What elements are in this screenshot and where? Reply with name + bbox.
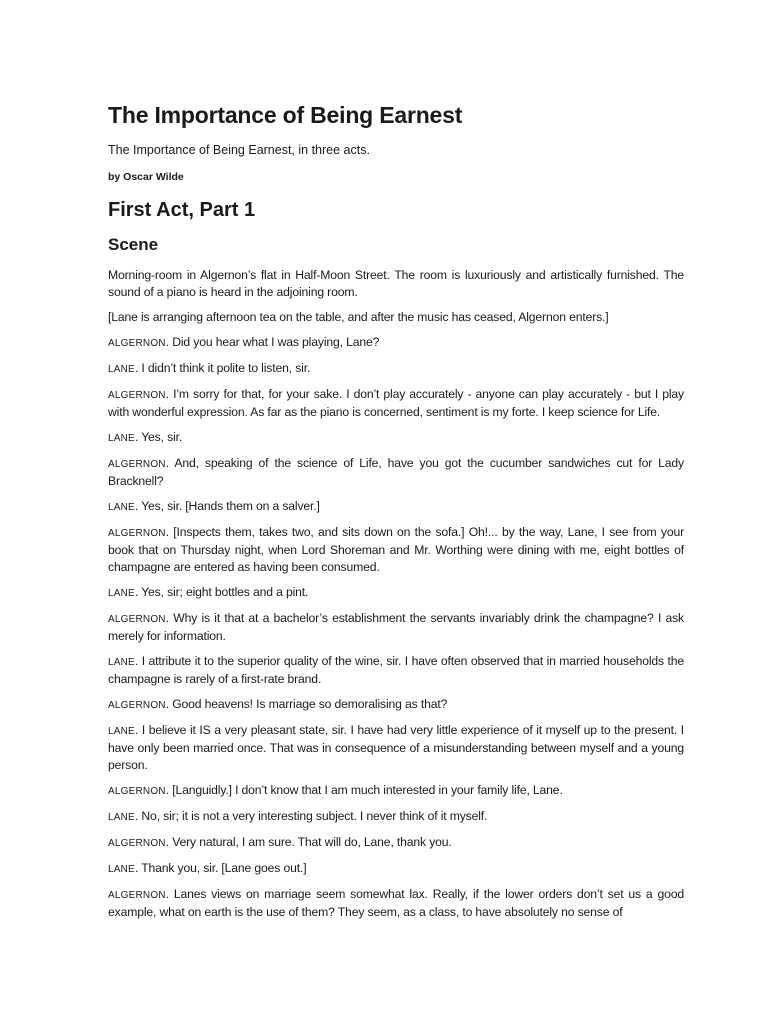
dialogue-paragraph <box>108 782 684 800</box>
speaker-name: LANE <box>108 433 135 444</box>
dialogue-paragraph <box>108 498 684 516</box>
paragraph-text: . I’m sorry for that, for your sake. I don’t play accurately - anyone can play accurately - but I play with wonderful expression. As far as the piano is concerned, sentiment is my forte. I keep science for Life. <box>108 387 684 419</box>
paragraph-text: [Lane is arranging afternoon tea on the table, and after the music has ceased, Algernon enters.] <box>108 310 609 324</box>
dialogue-paragraph <box>108 334 684 352</box>
speaker-name: ALGERNON <box>108 390 166 401</box>
paragraph-text: . No, sir; it is not a very interesting subject. I never think of it myself. <box>134 809 488 823</box>
act-heading: First Act, Part 1 <box>108 199 256 221</box>
paragraph-text: . [Inspects them, takes two, and sits down on the sofa.] Oh!... by the way, Lane, I see from your book that on Thursday night, when Lord Shoreman and Mr. Worthing were dining with me, eight bottles of champagne are entered as having been consumed. <box>108 525 684 574</box>
dialogue-paragraph <box>108 360 684 378</box>
speaker-name: LANE <box>108 588 135 599</box>
dialogue-paragraph <box>108 722 684 774</box>
dialogue-paragraph <box>108 696 684 714</box>
speaker-name: ALGERNON <box>108 838 166 849</box>
dialogue-paragraph <box>108 886 684 921</box>
speaker-name: LANE <box>108 864 135 875</box>
document-title: The Importance of Being Earnest <box>108 102 463 128</box>
stage-direction-paragraph <box>108 267 684 301</box>
paragraph-text: . [Languidly.] I don’t know that I am much interested in your family life, Lane. <box>165 783 563 797</box>
paragraph-text: . Yes, sir. [Hands them on a salver.] <box>134 499 320 513</box>
speaker-name: LANE <box>108 502 135 513</box>
paragraph-text: . Very natural, I am sure. That will do, Lane, thank you. <box>165 835 452 849</box>
speaker-name: LANE <box>108 726 135 737</box>
speaker-name: LANE <box>108 364 135 375</box>
speaker-name: ALGERNON <box>108 614 166 625</box>
paragraph-text: . Yes, sir; eight bottles and a pint. <box>134 585 309 599</box>
speaker-name: ALGERNON <box>108 700 166 711</box>
speaker-name: ALGERNON <box>108 786 166 797</box>
paragraph-text: . And, speaking of the science of Life, have you got the cucumber sandwiches cut for Lady Bracknell? <box>108 456 684 488</box>
document-author: by Oscar Wilde <box>108 171 184 183</box>
paragraph-text: . I attribute it to the superior quality of the wine, sir. I have often observed that in married households the champagne is rarely of a first-rate brand. <box>108 654 684 686</box>
dialogue-paragraph <box>108 524 684 576</box>
paragraph-text: . Did you hear what I was playing, Lane? <box>165 335 380 349</box>
paragraph-text: . Lanes views on marriage seem somewhat lax. Really, if the lower orders don’t set us a good example, what on earth is the use of them? They seem, as a class, to have absolutely no sense of <box>108 887 684 919</box>
dialogue-paragraph <box>108 455 684 490</box>
dialogue-paragraph <box>108 429 684 447</box>
speaker-name: ALGERNON <box>108 338 166 349</box>
paragraph-text: Morning-room in Algernon’s flat in Half-Moon Street. The room is luxuriously and artistically furnished. The sound of a piano is heard in the adjoining room. <box>108 268 684 299</box>
paragraph-text: . Why is it that at a bachelor’s establishment the servants invariably drink the champagne? I ask merely for information. <box>108 611 684 643</box>
scene-heading: Scene <box>108 235 159 254</box>
paragraph-text: . I believe it IS a very pleasant state, sir. I have had very little experience of it myself up to the present. I have only been married once. That was in consequence of a misunderstanding between myself and a young person. <box>108 723 684 772</box>
dialogue-paragraph <box>108 584 684 602</box>
paragraph-text: . Yes, sir. <box>134 430 183 444</box>
dialogue-paragraph <box>108 834 684 852</box>
stage-direction-paragraph <box>108 309 684 326</box>
speaker-name: LANE <box>108 657 135 668</box>
dialogue-paragraph <box>108 653 684 688</box>
speaker-name: ALGERNON <box>108 528 166 539</box>
dialogue-paragraph <box>108 386 684 421</box>
document-subtitle: The Importance of Being Earnest, in three acts. <box>108 143 370 157</box>
speaker-name: ALGERNON <box>108 890 166 901</box>
dialogue-paragraph <box>108 860 684 878</box>
paragraph-text: . Good heavens! Is marriage so demoralising as that? <box>165 697 448 711</box>
paragraph-text: . Thank you, sir. [Lane goes out.] <box>134 861 307 875</box>
paragraph-text: . I didn’t think it polite to listen, sir. <box>134 361 311 375</box>
dialogue-paragraph <box>108 610 684 645</box>
speaker-name: LANE <box>108 812 135 823</box>
script-body <box>108 267 684 921</box>
dialogue-paragraph <box>108 808 684 826</box>
speaker-name: ALGERNON <box>108 459 166 470</box>
